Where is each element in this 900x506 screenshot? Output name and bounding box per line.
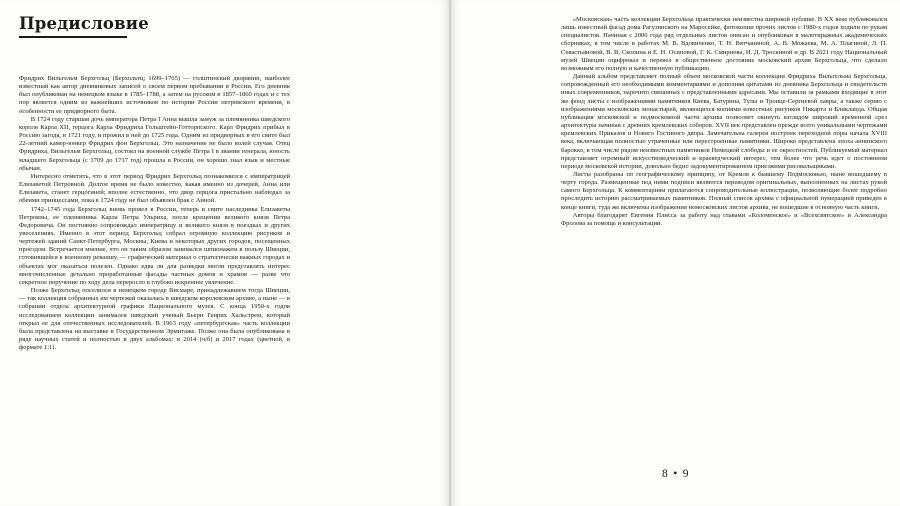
paragraph: Данный альбом представляет полный объем московской части коллекции Фридриха Вильгельма Берхгольца, сопровожденный его необходимыми комментариями и дополняя цитатами из дневника Берхгольца и свидетельств иных современников, нарочито связанных с представленными адресами. Мы оставили за рамками входящие в этот же фонд листы с изображениями памятников Киева, Батурина, Тулы и Троице-Сергиевой лавры, а также серию с изображениями московских монастырей, являющихся копиями известных рисунков Пикарта и Бликланда. Общая публикация московской и подмосковной части архива позволяет окинуть взглядом широкий временной срез архитектуры начиная с древних кремлевских соборов. XVII век представлен прежде всего уникальными чертежами кремлевских Приказов и Нового Гостиного двора. Замечательна галерея построек переходной поры начала XVIII века, включающая полностью утраченные или перестроенные памятники. Широко представлена эпоха аннинского барокко, в том числе рядом неизвестных памятников Немецкой слободы и ее окрестностей. Публикуемый материал представляет огромный искусствоведческий и краеведческий интерес, тем более что речь идет о постоянном периоде московской истории, довольно бедно задокументированном приезжими рисовальщиками. <box>561 73 887 170</box>
title-underline <box>19 36 127 38</box>
page-number-separator: • <box>673 468 678 480</box>
page-numbers <box>451 468 900 480</box>
left-text-column <box>19 75 290 352</box>
page-title: Предисловие <box>19 14 149 33</box>
paragraph: Позже Берхгольц поселился в немецком городе Висмаре, принадлежавшем тогда Швеции, — так коллекция собранных им чертежей оказалась в шведском королевском архиве, а ныне — в собрании отдела архитектурной графики Национального музея. С конца 1950-х годов исследованием коллекции занимался шведский ученый Бьерн Генрих Хальстрем, который открыл ее для отечественных исследователей. В 1963 году «петербургская» часть коллекции была представлена на выставке в Государственном Эрмитаже. Позже она была опубликована в ряде научных статей и полностью в двух альбомах: в 2014 (ч/б) и 2017 годах (цветной, в формате 1:1). <box>19 287 290 352</box>
left-page-number: 8 <box>661 468 669 480</box>
left-page <box>0 0 449 506</box>
paragraph: 1742–1745 года Берхгольц вновь провел в России, теперь в свите наследника Елизаветы Петровны, ее племянника Карла Петра Ульриха, после крещения великого князя Петра Федоровича. Он постоянно сопровождал императрицу и великого князя в поездках и других увеселениях. Именно в этот период Берхгольц собрал огромную коллекцию рисунков и чертежей зданий Санкт-Петербурга, Москвы, Киева и некоторых других городов, посещенных проездом. Встречается мнение, что он таким образом занимался шпионажем в пользу Швеции, готовившейся к военному реваншу, — графический материал о стратегически важных городах и объектах мог оказаться полезен. Однако едва ли для разведки могли представлять интерес многочисленные детально проработанные фасады частных домов и храмов — разве что секретное поручение по ходу дела переросло в глубоко искреннее увлечение. <box>19 205 290 286</box>
paragraph: Фридрих Вильгельм Берхгольц (Берхольтц; 1699–1765) — голштинский дворянин, наиболее известный как автор дневниковых записей о своем первом пребывании в России. Его дневник был опубликован на немецком языке в 1785–1788, а затем на русском в 1857–1860 годах и с тех пор является одним из важнейших источников по истории России петровского времени, в особенности ее придворного быта. <box>19 75 290 115</box>
right-page-number: 9 <box>682 468 690 480</box>
paragraph: «Московская» часть коллекции Берхгольца практически неизвестна широкой публике. В XX веке публиковался лишь известный фасад дома Рагузинского на Маросейке, фотокопии прочих листов с 1980-х годов ходили по рукам специалистов. Начиная с 2006 года ряд отдельных листов описан и опубликован в малотиражных академических сборниках, в том числе в работах М. В. Вдовиченко, Т. Н. Вятчаниной, А. В. Можаева, М. А. Плагиной, Л. П. Севастьяновой, В. В. Скопина и Е. Н. Осиповой, Г. К. Смирнова, И. Д. Троскиной и др. В 2021 году Национальный музей Швеции оцифровал и перевел в общественное достояние московский архив Берхгольца, что сделало возможным его полную и качественную публикацию. <box>561 16 887 72</box>
paragraph: В 1724 году старшая дочь императора Петра I Анна вышла замуж за племянника шведского короля Карла XII, герцога Карла Фридриха Гольштейн-Готторпского. Карл Фридрих прибыл в Россию загодя, в 1721 году, и прожил в ней до 1725 года. Одним из придворных в его свите был 22-летний камер-юнкер Фридрих фон Берхгольц. Это назначение не было волей случая. Отец Фридриха, Вильгельм Берхгольц, состоял на военной службе Петра I в звании генерала, юность младшего Берхгольца (с 1709 до 1717 год) прошла в России, он хорошо знал язык и местные обычаи. <box>19 115 290 172</box>
paragraph: Интересно отметить, что в этот период Фридрих Берхгольц познакомился с императрицей Елизаветой Петровной. Долгое время не было известно, какая именно из дочерей, Анна или Елизавета, станет герцогиней; вполне естественно, что двор герцога пристально наблюдал за обеими принцессами, пока в 1724 году не был объявлен брак с Анной. <box>19 172 290 205</box>
paragraph: Листы разобраны по географическому принципу, от Кремля к бывшему Подмосковью, ныне вошедшему в черту города. Размещенные под ними подписи являются переводом оригинальных, выполненных на листах рукой самого Берхгольца. К комментариям прилагаются сопроводительные иллюстрации, позволяющие более подробно проследить историю рассматриваемых памятников. Полный список архива с официальной нумерацией приведен в конце книги, туда же включены изображения немосковских листов архива, не вошедшие в основную часть книги. <box>561 170 887 211</box>
paragraph: Авторы благодарят Евгения Плисса за работу над главами «Коломенское» и «Всехсвятское» и Александра Фролова за помощь и консультации. <box>561 211 887 227</box>
right-text-column <box>561 16 887 228</box>
right-page <box>451 0 900 506</box>
